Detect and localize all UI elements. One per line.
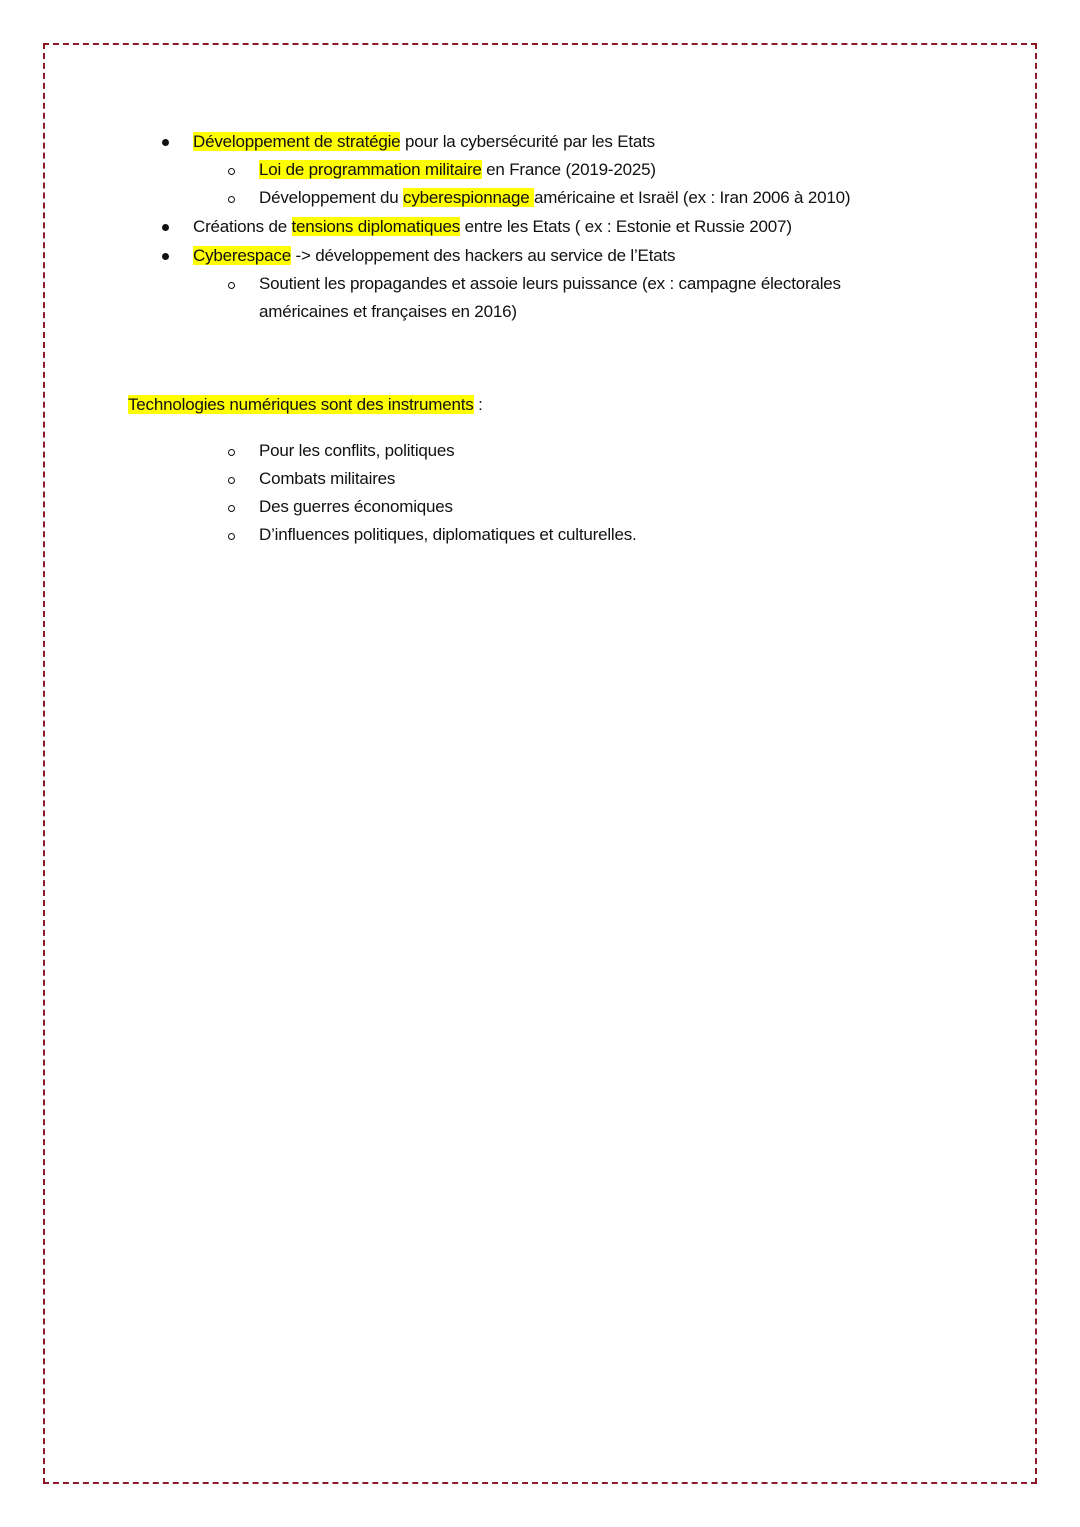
text-segment: Soutient les propagandes et assoie leurs puissance (ex : campagne électorales (259, 274, 841, 293)
bullet-icon (162, 139, 169, 146)
circle-bullet-icon (228, 168, 235, 175)
circle-bullet-icon (228, 449, 235, 456)
text-segment: pour la cybersécurité par les Etats (400, 132, 655, 151)
highlighted-text: cyberespionnage (403, 188, 535, 207)
sub-list-item: D’influences politiques, diplomatiques et culturelles. (259, 525, 637, 544)
sub-list-item (259, 158, 656, 182)
sub-list-item: Des guerres économiques (259, 497, 453, 516)
highlighted-text: Technologies numériques sont des instruments (128, 395, 474, 414)
text-segment: Créations de (193, 217, 292, 236)
text-segment: Développement du (259, 188, 404, 207)
sub-list-item: Combats militaires (259, 469, 396, 488)
circle-bullet-icon (228, 505, 235, 512)
sub-list-item (259, 272, 841, 296)
list-item (193, 244, 675, 268)
sub-list-item (259, 186, 850, 210)
highlighted-text: Cyberespace (193, 246, 291, 265)
section-heading (128, 393, 483, 417)
sub-list-item: Pour les conflits, politiques (259, 441, 455, 460)
list-item (193, 215, 792, 239)
text-segment: en France (2019-2025) (481, 160, 656, 179)
text-segment: -> développement des hackers au service de l’Etats (290, 246, 676, 265)
circle-bullet-icon (228, 196, 235, 203)
list-item (193, 130, 655, 154)
sub-list-item-continuation (259, 300, 517, 324)
circle-bullet-icon (228, 533, 235, 540)
circle-bullet-icon (228, 282, 235, 289)
text-segment: américaines et françaises en 2016) (259, 302, 517, 321)
circle-bullet-icon (228, 477, 235, 484)
bullet-icon (162, 253, 169, 260)
text-segment: américaine et Israël (ex : Iran 2006 à 2010) (534, 188, 851, 207)
bullet-icon (162, 224, 169, 231)
highlighted-text: Développement de stratégie (193, 132, 401, 151)
highlighted-text: tensions diplomatiques (291, 217, 461, 236)
highlighted-text: Loi de programmation militaire (259, 160, 482, 179)
text-segment: entre les Etats ( ex : Estonie et Russie 2007) (460, 217, 792, 236)
text-segment: : (473, 395, 483, 414)
